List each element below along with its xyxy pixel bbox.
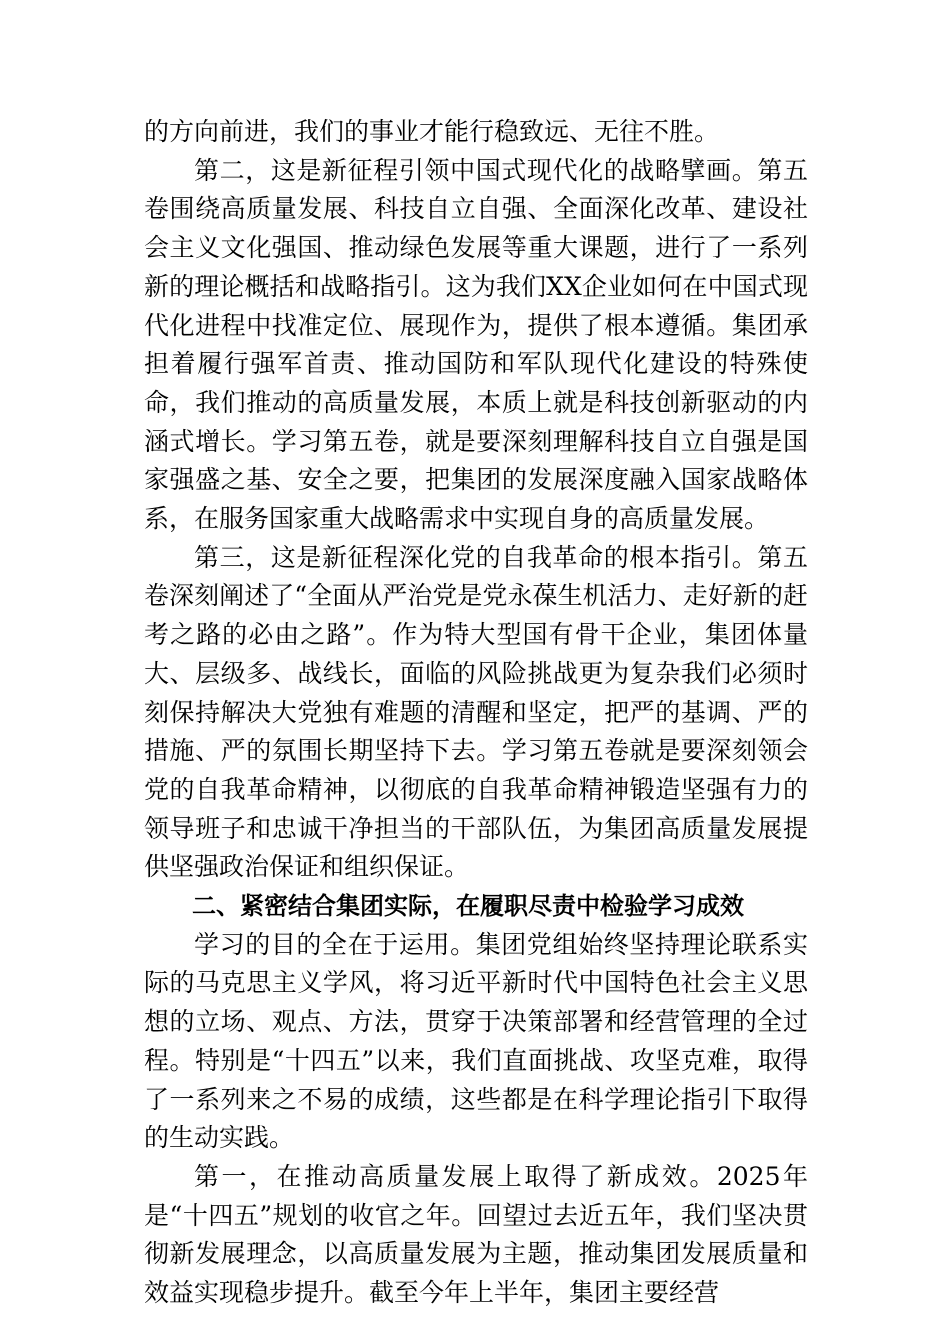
section-heading: 二、紧密结合集团实际，在履职尽责中检验学习成效 (192, 892, 744, 921)
paragraph-section-intro: 学习的目的全在于运用。集团党组始终坚持理论联系实际的马克思主义学风，将习近平新时代中国特色社会主义思想的立场、观点、方法，贯穿于决策部署和经营管理的全过程。特别是“十四五”以来，我们直面挑战、攻坚克难，取得了一系列来之不易的成绩，这些都是在科学理论指引下取得的生动实践。 (144, 929, 808, 1153)
paragraph-second-point: 第二，这是新征程引领中国式现代化的战略擘画。第五卷围绕高质量发展、科技自立自强、全面深化改革、建设社会主义文化强国、推动绿色发展等重大课题，进行了一系列新的理论概括和战略指引。这为我们XX企业如何在中国式现代化进程中找准定位、展现作为，提供了根本遵循。集团承担着履行强军首责、推动国防和军队现代化建设的特殊使命，我们推动的高质量发展，本质上就是科技创新驱动的内涵式增长。学习第五卷，就是要深刻理解科技自立自强是国家强盛之基、安全之要，把集团的发展深度融入国家战略体系，在服务国家重大战略需求中实现自身的高质量发展。 (144, 155, 808, 534)
document-page (144, 113, 808, 1313)
paragraph-continuation: 的方向前进，我们的事业才能行稳致远、无往不胜。 (144, 117, 720, 146)
paragraph-first-achievement: 第一，在推动高质量发展上取得了新成效。2025年是“十四五”规划的收官之年。回望过去近五年，我们坚决贯彻新发展理念，以高质量发展为主题，推动集团发展质量和效益实现稳步提升。截至今年上半年，集团主要经营 (144, 1161, 808, 1308)
paragraph-third-point: 第三，这是新征程深化党的自我革命的根本指引。第五卷深刻阐述了“全面从严治党是党永葆生机活力、走好新的赶考之路的必由之路”。作为特大型国有骨干企业，集团体量大、层级多、战线长，面临的风险挑战更为复杂我们必须时刻保持解决大党独有难题的清醒和坚定，把严的基调、严的措施、严的氛围长期坚持下去。学习第五卷就是要深刻领会党的自我革命精神，以彻底的自我革命精神锻造坚强有力的领导班子和忠诚干净担当的干部队伍，为集团高质量发展提供坚强政治保证和组织保证。 (144, 542, 808, 882)
